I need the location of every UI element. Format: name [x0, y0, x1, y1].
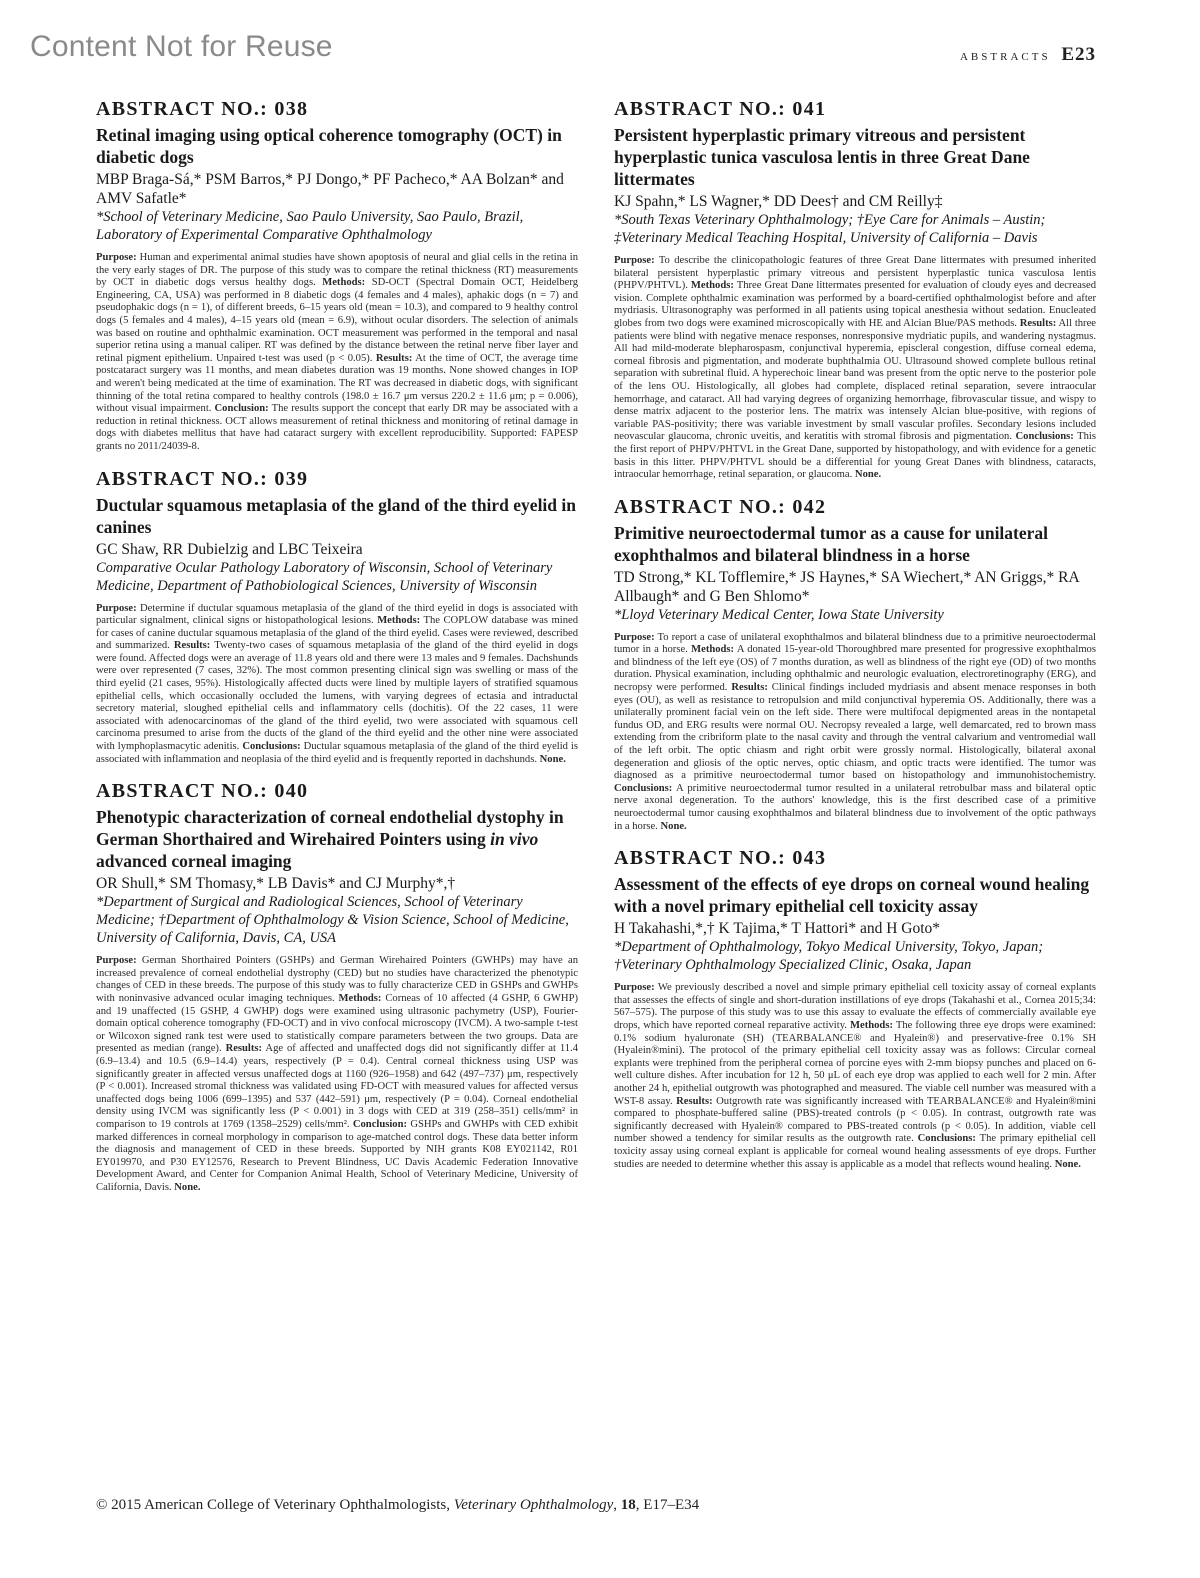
- results-text: All three patients were blind with negative menace responses, nonresponsive mydriatic pupils, and wandering nystagmus. All had mild-moderate blepharospasm, conjunctival hyperemia, episcleral congestion, diffuse corneal edema, corneal fibrosis and pigmentation, and moderate buphthalmia OU. Ultrasound showed complete bullous retinal separation with subretinal fluid. A hyperechoic linear band was present from the optic nerve to the posterior pole of the lens OU. Histologically, all globes had complete, displaced retinal separation, severe intraocular hemorrhage, and cataract. All had varying degrees of organizing hemorrhage, fibrovascular tissue, and wispy to dense matrix adjacent to the posterior lens. The matrix was intensely Alcian blue-positive, with regions of variable PAS-positivity; there was variable investment by small vascular profiles. Secondary lesions included neovascular glaucoma, chronic uveitis, and keratitis with stromal fibrosis and pigmentation.: [614, 317, 1096, 443]
- results-label: Results:: [731, 682, 768, 694]
- watermark: Content Not for Reuse: [30, 30, 333, 63]
- conclusion-label: Conclusions:: [614, 782, 673, 794]
- results-text: Twenty-two cases of squamous metaplasia of the gland of the third eyelid in dogs were found. Affected dogs were an average of 11.8 years old and there were 13 males and 9 females. Dachshunds were over represented (7 cases, 32%). The most common presenting clinical sign was swelling or mass of the third eyelid (21 cases, 95%). Histologically affected ducts were lined by multiple layers of stratified squamous epithelial cells, which occasionally occluded the lumens, with varying degrees of ectasia and intraductal secretory material, sloughed epithelial cells and inflammatory cells (dochitis). Of the 22 cases, 11 were associated with adenocarcinomas of the gland of the third eyelid, two were associated with squamous cell carcinoma presumed to arise from the ducts of the gland of the third eyelid and the other nine were associated with lymphoplasmacytic adenitis.: [96, 640, 578, 753]
- conclusion-text: GSHPs and GWHPs with CED exhibit marked differences in corneal morphology in comparison to age-matched control dogs. These data better inform the diagnosis and management of CED in these breeds. Supported by NIH grants K08 EY021142, R01 EY019970, and P30 EY12576, Research to Prevent Blindness, UC Davis Academic Federation Innovative Development Award, and Center for Companion Animal Health, School of Veterinary Medicine, University of California, Davis.: [96, 1118, 578, 1193]
- methods-label: Methods:: [377, 615, 421, 627]
- results-text: Clinical findings included mydriasis and absent menace responses in both eyes (OU), as well as resistance to retropulsion and mild conjunctival hyperemia OS. Additionally, there was a unilaterally prominent facial vein on the left side. There were multifocal depigmented areas in the nontapetal fundus OD, and ERG results were normal OU. Necropsy revealed a large, well demarcated, red to brown mass extending from the cribriform plate to the nasal cavity and through the ventral calvarium and ventromedial wall of the left orbit. The optic chiasm and right orbit were grossly normal. Histologically, bilateral axonal degeneration and gliosis of the optic nerves, optic chiasm, and optic tracts were identified. The tumor was diagnosed as a primitive neuroectodermal tumor based on histopathology and immunohistochemistry.: [614, 682, 1096, 782]
- abstract-body: [614, 632, 1096, 834]
- methods-text: The following three eye drops were examined: 0.1% sodium hyaluronate (SH) (TEARBALANCE® and Hyalein®) and preservative-free 0.1% SH (Hyalein®mini). The protocol of the primary epithelial cell toxicity assay was as follows: Circular corneal explants were trephined from the peripheral cornea of porcine eyes with 2-mm biopsy punches and placed on 6-well culture dishes. After incubation for 12 h, 50 μL of each eye drop was applied to each well for 2 min. After another 24 h, epithelial outgrowth was photographed and measured. The viable cell number was measured with a WST-8 assay.: [614, 1019, 1096, 1107]
- purpose-label: Purpose:: [614, 631, 655, 643]
- purpose-label: Purpose:: [96, 252, 137, 263]
- abstract-038: [96, 98, 578, 454]
- methods-text: Corneas of 10 affected (4 GSHP, 6 GWHP) and 19 unaffected (15 GSHP, 4 GWHP) dogs were examined using ultrasonic pachymetry (USP), Fourier-domain optical coherence tomography (FD-OCT) and in vivo confocal microscopy (IVCM). A two-sample t-test or Wilcoxon signed rank test were used to statistically compare parameters between the two groups. Data are presented as median (range).: [96, 993, 579, 1055]
- abstract-authors: OR Shull,* SM Thomasy,* LB Davis* and CJ Murphy*,†: [96, 875, 456, 893]
- methods-label: Methods:: [690, 280, 734, 292]
- purpose-text: We previously described a novel and simple primary epithelial cell toxicity assay of corneal explants that assesses the effects of single and short-duration instillations of eye drops (Takahashi et al., Cornea 2015;34: 567–575). The purpose of this study was to use this assay to evaluate the effects of commercially available eye drops, which have reported corneal reparative activity.: [614, 982, 1096, 1031]
- conclusion-text: A primitive neuroectodermal tumor resulted in a unilateral retrobulbar mass and bilateral optic nerve axonal degeneration. To the authors' knowledge, this is the first described case of a primitive neuroectodermal tumor causing exophthalmos and bilateral blindness due to involvement of the optic pathways in a horse.: [614, 782, 1096, 832]
- results-label: Results:: [173, 640, 211, 652]
- abstract-authors: MBP Braga-Sá,* PSM Barros,* PJ Dongo,* PF Pacheco,* AA Bolzan* and AMV Safatle*: [96, 171, 564, 207]
- closing-text: None.: [539, 753, 566, 765]
- abstract-affiliation: Comparative Ocular Pathology Laboratory of Wisconsin, School of Veterinary Medicine, Department of Pathobiological Sciences, University of Wisconsin: [96, 559, 553, 594]
- purpose-text: German Shorthaired Pointers (GSHPs) and German Wirehaired Pointers (GWHPs) may have an increased prevalence of corneal endothelial dystrophy (CED) but no studies have characterized the phenotypic changes of CED in these breeds. The purpose of this study was to fully characterize CED in GSHPs and GWHPs with noninvasive advanced ocular imaging techniques.: [96, 955, 578, 1004]
- abstract-title: Retinal imaging using optical coherence tomography (OCT) in diabetic dogs: [96, 125, 562, 167]
- abstract-body: [96, 955, 578, 1194]
- methods-label: Methods:: [322, 277, 366, 289]
- closing-text: None.: [1054, 1158, 1081, 1170]
- purpose-text: Human and experimental animal studies have shown apoptosis of neural and glial cells in the retina in the very early stages of DR. The purpose of this study was to compare the retinal thickness (RT) measurements by OCT in diabetic dogs versus healthy dogs.: [96, 252, 578, 289]
- abstract-body: [614, 255, 1096, 482]
- abstract-body: [96, 603, 578, 767]
- abstract-affiliation: *Lloyd Veterinary Medical Center, Iowa State University: [614, 606, 944, 623]
- abstract-affiliation: *Department of Surgical and Radiological Sciences, School of Veterinary Medicine; †Department of Ophthalmology & Vision Science, School of Medicine, University of California, Davis, CA, USA: [96, 894, 569, 947]
- closing-text: None.: [660, 820, 687, 832]
- conclusion-label: Conclusion:: [352, 1118, 408, 1130]
- conclusion-text: Ductular squamous metaplasia of the gland of the third eyelid is associated with inflammation and neoplasia of the third eyelid and is frequently reported in dachshunds.: [96, 741, 578, 765]
- results-label: Results:: [225, 1043, 263, 1055]
- abstract-number: ABSTRACT NO.: 041: [614, 98, 827, 120]
- abstract-affiliation: *South Texas Veterinary Ophthalmology; †Eye Care for Animals – Austin; ‡Veterinary Medical Teaching Hospital, University of California – Davis: [614, 212, 1046, 246]
- purpose-label: Purpose:: [614, 982, 655, 994]
- methods-label: Methods:: [338, 993, 382, 1004]
- right-column: [614, 98, 1096, 1185]
- abstract-number: ABSTRACT NO.: 038: [96, 98, 309, 120]
- abstract-042: [614, 496, 1096, 834]
- footer-copyright: © 2015 American College of Veterinary Ophthalmologists,: [96, 1497, 450, 1513]
- conclusion-label: Conclusions:: [1015, 431, 1074, 443]
- abstract-number: ABSTRACT NO.: 040: [96, 780, 309, 803]
- page-number: E23: [1061, 44, 1096, 65]
- abstract-title: Assessment of the effects of eye drops on corneal wound healing with a novel primary epithelial cell toxicity assay: [614, 874, 1090, 917]
- abstract-043: [614, 847, 1096, 1171]
- title-italic-part: in vivo: [490, 829, 539, 850]
- footer-volume: 18: [620, 1497, 636, 1513]
- results-label: Results:: [676, 1095, 713, 1107]
- results-text: At the time of OCT, the average time postcataract surgery was 11 months, and mean diabetes duration was 19 months. None showed changes in IOP and weren't being medicated at the time of examination. The RT was decreased in diabetic dogs, with significant thinning of the total retina compared to healthy controls (198.0 ± 16.7 μm versus 220.2 ± 11.6 μm; p = 0.006), without visual impairment.: [96, 352, 578, 415]
- methods-label: Methods:: [691, 644, 735, 656]
- closing-text: None.: [174, 1181, 201, 1193]
- abstract-number: ABSTRACT NO.: 042: [614, 495, 827, 518]
- title-part: Phenotypic characterization of corneal endothelial dystophy in German Shorthaired and Wirehaired Pointers using: [96, 807, 564, 850]
- purpose-text: To describe the clinicopathologic features of three Great Dane littermates with presumed inherited bilateral persistent hyperplastic primary vitreous and persistent hyperplastic tunica vasculosa lentis (PHPV/PHTVL).: [614, 255, 1096, 292]
- footer-pages: , E17–E34: [635, 1497, 700, 1513]
- conclusion-label: Conclusions:: [917, 1133, 976, 1145]
- abstract-title: Ductular squamous metaplasia of the gland of the third eyelid in canines: [96, 494, 576, 537]
- results-label: Results:: [375, 352, 413, 364]
- abstract-authors: KJ Spahn,* LS Wagner,* DD Dees† and CM Reilly‡: [614, 193, 943, 210]
- abstract-040: [96, 780, 578, 1194]
- methods-text: A donated 15-year-old Thoroughbred mare presented for progressive exophthalmos and blindness of the left eye (OS) of 7 months duration, as well as blindness of the right eye (OD) of two months duration. Physical examination, including ophthalmic and neurologic evaluation, electroretinography (ERG), and necropsy were performed.: [614, 644, 1096, 694]
- page-footer: © 2015 American College of Veterinary Ophthalmologists, Veterinary Ophthalmology, 18, E17–E34: [96, 1497, 700, 1513]
- methods-text: The COPLOW database was mined for cases of canine ductular squamous metaplasia of the gland of the third eyelid. Cases were reviewed, described and summarized.: [96, 615, 578, 652]
- abstract-affiliation: *Department of Ophthalmology, Tokyo Medical University, Tokyo, Japan; †Veterinary Ophthalmology Specialized Clinic, Osaka, Japan: [614, 939, 1044, 974]
- abstract-authors: GC Shaw, RR Dubielzig and LBC Teixeira: [96, 540, 363, 558]
- methods-text: Three Great Dane littermates presented for evaluation of cloudy eyes and decreased vision. Complete ophthalmic examination was performed by a board-certified ophthalmologist before and after mydriasis. Ultrasonography was performed in all patients using topical anesthesia without sedation. Enucleated globes from two dogs were examined microscopically with HE and Alcian Blue/PAS methods.: [614, 280, 1096, 329]
- title-part: advanced corneal imaging: [96, 851, 292, 872]
- abstract-body: [614, 982, 1096, 1171]
- conclusion-text: The results support the concept that early DR may be associated with a reduction in retinal thickness. OCT allows measurement of retinal thickness and monitoring of retinal damage in dogs with diabetes mellitus that have had cataract surgery with excellent reproducibility. Supported: FAPESP grants no 2011/24039-8.: [96, 403, 578, 452]
- abstract-title: Persistent hyperplastic primary vitreous and persistent hyperplastic tunica vasculosa lentis in three Great Dane littermates: [614, 125, 1030, 189]
- conclusion-text: This the first report of PHPV/PHTVL in the Great Dane, supported by histopathology, and with evidence for a genetic basis in this litter. PHPV/PHTVL should be a differential for young Great Danes with blindness, cataracts, intraocular hemorrhage, retinal separation, or glaucoma.: [614, 431, 1096, 481]
- left-column: [96, 98, 578, 1209]
- purpose-label: Purpose:: [614, 255, 655, 266]
- conclusion-text: The primary epithelial cell toxicity assay using corneal explant is applicable for corneal wound healing assessments of eye drops. Further studies are needed to determine whether this assay is applicable as a model that reflects wound healing.: [614, 1133, 1096, 1170]
- conclusion-label: Conclusion:: [214, 403, 269, 415]
- abstract-authors: TD Strong,* KL Tofflemire,* JS Haynes,* SA Wiechert,* AN Griggs,* RA Allbaugh* and G Ben Shlomo*: [614, 568, 1079, 605]
- abstract-title: [96, 806, 578, 872]
- closing-text: None.: [854, 469, 882, 481]
- results-text: Age of affected and unaffected dogs did not significantly differ at 11.4 (6.9–13.4) and 10.5 (6.9–14.4) years, respectively (P = 0.4). Central corneal thickness using USP was significantly greater in affected versus unaffected dogs at 1160 (926–1958) and 642 (497–737) μm, respectively (P < 0.001). Increased stromal thickness was validated using FD-OCT with measured values for affected versus unaffected dogs being 1006 (699–1395) and 537 (442–591) μm, respectively (P = 0.04). Corneal endothelial density using IVCM was significantly less (P < 0.001) in 3 dogs with CED at 319 (258–351) cells/mm² in comparison to 19 controls at 1769 (1358–2529) cells/mm².: [96, 1043, 578, 1130]
- purpose-label: Purpose:: [96, 955, 137, 967]
- methods-text: SD-OCT (Spectral Domain OCT, Heidelberg Engineering, CA, USA) was performed in 8 diabetic dogs (4 females and 4 males), aphakic dogs (n = 7) and pseudophakic dogs (n = 1), of different breeds, 6–15 years old (mean = 10.3), and compared to 9 healthy control dogs (5 females and 4 males), 4–15 years old (mean = 6.9), without ocular disorders. The selection of animals was based on routine and ophthalmic examination. OCT measurement was performed in the temporal and nasal superior retina using a manual caliper. RT was defined by the distance between the retinal nerve fiber layer and retinal pigment epithelium. Unpaired t-test was used (p < 0.05).: [96, 277, 578, 364]
- running-head-label: ABSTRACTS: [959, 51, 1051, 63]
- conclusion-label: Conclusions:: [242, 741, 301, 753]
- running-head: [960, 44, 1096, 66]
- purpose-text: Determine if ductular squamous metaplasia of the gland of the third eyelid in dogs is associated with particular signalment, clinical signs or histopathological lesions.: [96, 602, 578, 627]
- abstract-number: ABSTRACT NO.: 043: [614, 847, 827, 870]
- purpose-label: Purpose:: [96, 602, 137, 614]
- footer-journal: Veterinary Ophthalmology: [453, 1497, 614, 1513]
- abstract-body: [96, 252, 578, 454]
- abstract-039: [96, 468, 578, 767]
- abstract-affiliation: *School of Veterinary Medicine, Sao Paulo University, Sao Paulo, Brazil, Laboratory of Experimental Comparative Ophthalmology: [96, 209, 524, 243]
- abstract-number: ABSTRACT NO.: 039: [96, 467, 309, 490]
- methods-label: Methods:: [850, 1019, 893, 1031]
- abstract-authors: H Takahashi,*,† K Tajima,* T Hattori* and H Goto*: [614, 920, 941, 938]
- results-text: Outgrowth rate was significantly increased with TEARBALANCE® and Hyalein®mini compared to phosphate-buffered saline (PBS)-treated controls (p < 0.05). In contrast, outgrowth rate was significantly decreased with Hyalein® compared to PBS-treated controls (p < 0.05). In addition, viable cell number showed a tendency for similar results as the outgrowth rate.: [614, 1095, 1096, 1145]
- abstract-title: Primitive neuroectodermal tumor as a cause for unilateral exophthalmos and bilateral blindness in a horse: [614, 522, 1049, 565]
- abstract-041: [614, 98, 1096, 482]
- results-label: Results:: [1019, 317, 1057, 329]
- purpose-text: To report a case of unilateral exophthalmos and bilateral blindness due to a primitive neuroectodermal tumor in a horse.: [614, 631, 1096, 656]
